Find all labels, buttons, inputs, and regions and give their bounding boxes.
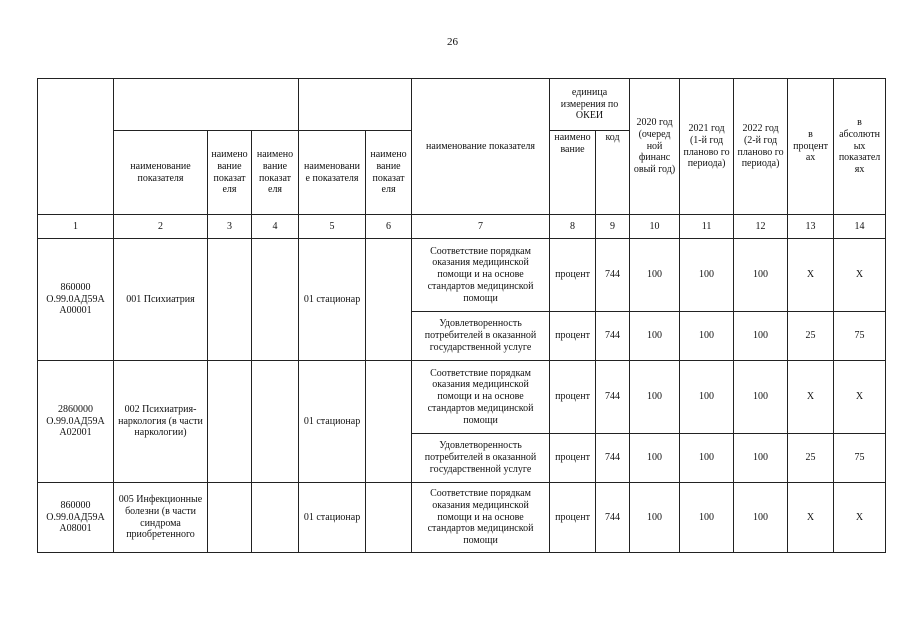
okei-code: 744 xyxy=(596,312,630,361)
indicator-col4 xyxy=(252,239,299,361)
column-number: 1 xyxy=(38,215,114,239)
deviation-percent: X xyxy=(788,239,834,312)
indicator-col3 xyxy=(208,483,252,553)
header-col12: 2022 год (2-й год планово го периода) xyxy=(734,79,788,215)
column-number: 5 xyxy=(299,215,366,239)
header-col9: код xyxy=(596,131,630,215)
column-number: 13 xyxy=(788,215,834,239)
indicator-col3 xyxy=(208,239,252,361)
column-number: 3 xyxy=(208,215,252,239)
header-col3: наимено вание показат еля xyxy=(208,131,252,215)
deviation-absolute: 75 xyxy=(834,434,886,483)
table-row xyxy=(38,361,886,434)
value-2022: 100 xyxy=(734,312,788,361)
column-number: 4 xyxy=(252,215,299,239)
deviation-percent: 25 xyxy=(788,434,834,483)
value-2021: 100 xyxy=(680,434,734,483)
okei-code: 744 xyxy=(596,434,630,483)
value-2021: 100 xyxy=(680,239,734,312)
unit-name: процент xyxy=(550,239,596,312)
unit-name: процент xyxy=(550,434,596,483)
indicator-name: Соответствие порядкам оказания медицинской помощи и на основе стандартов медицинской помощи xyxy=(412,361,550,434)
column-number: 6 xyxy=(366,215,412,239)
unit-name: процент xyxy=(550,483,596,553)
header-col14: в абсолютн ых показател ях xyxy=(834,79,886,215)
header-cell-group-b xyxy=(299,79,412,131)
indicator-col6 xyxy=(366,239,412,361)
header-col2: наименование показателя xyxy=(114,131,208,215)
unit-name: процент xyxy=(550,312,596,361)
indicator-col4 xyxy=(252,483,299,553)
registry-code: 860000 О.99.0АД59А А08001 xyxy=(38,483,114,553)
deviation-absolute: X xyxy=(834,483,886,553)
header-col11: 2021 год (1-й год планово го периода) xyxy=(680,79,734,215)
column-number: 12 xyxy=(734,215,788,239)
page-number: 26 xyxy=(447,36,458,48)
header-col4: наимено вание показат еля xyxy=(252,131,299,215)
value-2021: 100 xyxy=(680,312,734,361)
service-condition: 01 стационар xyxy=(299,361,366,483)
header-col5: наименовани е показателя xyxy=(299,131,366,215)
value-2022: 100 xyxy=(734,239,788,312)
column-number: 11 xyxy=(680,215,734,239)
value-2022: 100 xyxy=(734,361,788,434)
okei-code: 744 xyxy=(596,483,630,553)
service-name: 005 Инфекционные болезни (в части синдрома приобретенного xyxy=(114,483,208,553)
header-col8: наимено вание xyxy=(550,131,596,215)
value-2021: 100 xyxy=(680,483,734,553)
okei-code: 744 xyxy=(596,361,630,434)
column-number: 14 xyxy=(834,215,886,239)
header-col13: в процент ах xyxy=(788,79,834,215)
indicator-name: Удовлетворенность потребителей в оказанной государственной услуге xyxy=(412,312,550,361)
indicator-col6 xyxy=(366,483,412,553)
deviation-percent: X xyxy=(788,483,834,553)
header-cell-col1 xyxy=(38,79,114,215)
indicators-table xyxy=(37,78,886,553)
indicator-col6 xyxy=(366,361,412,483)
registry-code: 860000 О.99.0АД59А А00001 xyxy=(38,239,114,361)
table-row xyxy=(38,239,886,312)
indicator-name: Удовлетворенность потребителей в оказанной государственной услуге xyxy=(412,434,550,483)
header-col10: 2020 год (очеред ной финанс овый год) xyxy=(630,79,680,215)
value-2020: 100 xyxy=(630,312,680,361)
header-unit-group: единица измерения по ОКЕИ xyxy=(550,79,630,131)
service-condition: 01 стационар xyxy=(299,239,366,361)
deviation-percent: 25 xyxy=(788,312,834,361)
service-name: 002 Психиатрия-наркология (в части наркологии) xyxy=(114,361,208,483)
deviation-absolute: X xyxy=(834,361,886,434)
value-2020: 100 xyxy=(630,239,680,312)
service-name: 001 Психиатрия xyxy=(114,239,208,361)
indicator-col4 xyxy=(252,361,299,483)
column-number: 2 xyxy=(114,215,208,239)
column-number: 10 xyxy=(630,215,680,239)
value-2021: 100 xyxy=(680,361,734,434)
deviation-absolute: 75 xyxy=(834,312,886,361)
value-2020: 100 xyxy=(630,361,680,434)
registry-code: 2860000 О.99.0АД59А А02001 xyxy=(38,361,114,483)
header-col7: наименование показателя xyxy=(412,79,550,215)
table-row xyxy=(38,483,886,553)
value-2020: 100 xyxy=(630,483,680,553)
service-condition: 01 стационар xyxy=(299,483,366,553)
okei-code: 744 xyxy=(596,239,630,312)
value-2020: 100 xyxy=(630,434,680,483)
deviation-absolute: X xyxy=(834,239,886,312)
column-number: 9 xyxy=(596,215,630,239)
indicator-name: Соответствие порядкам оказания медицинской помощи и на основе стандартов медицинской помощи xyxy=(412,483,550,553)
value-2022: 100 xyxy=(734,483,788,553)
deviation-percent: X xyxy=(788,361,834,434)
column-number: 7 xyxy=(412,215,550,239)
column-numbers-row xyxy=(38,215,886,239)
indicator-col3 xyxy=(208,361,252,483)
column-number: 8 xyxy=(550,215,596,239)
unit-name: процент xyxy=(550,361,596,434)
value-2022: 100 xyxy=(734,434,788,483)
header-cell-group-a xyxy=(114,79,299,131)
indicator-name: Соответствие порядкам оказания медицинской помощи и на основе стандартов медицинской помощи xyxy=(412,239,550,312)
header-col6: наимено вание показат еля xyxy=(366,131,412,215)
